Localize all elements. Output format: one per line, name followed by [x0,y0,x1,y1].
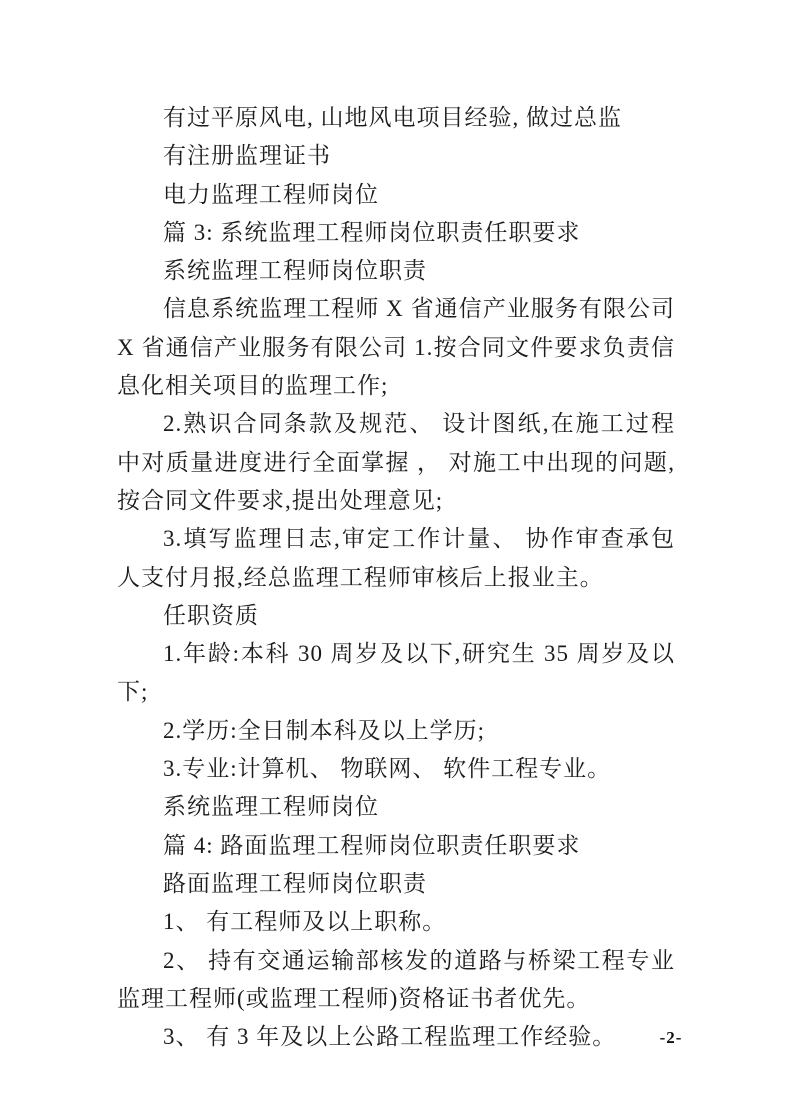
paragraph: 3、 有 3 年及以上公路工程监理工作经验。 [163,1024,617,1050]
paragraph: 2、 持有交通运输部核发的道路与桥梁工程专业监理工程师(或监理工程师)资格证书者优先。 [117,947,675,1011]
paragraph: 有注册监理证书 [163,143,331,169]
paragraph: 3.填写监理日志,审定工作计量、 协作审查承包人支付月报,经总监理工程师审核后上报业主。 [117,526,675,590]
paragraph: 电力监理工程师岗位 [163,181,379,207]
paragraph: 系统监理工程师岗位 [163,794,379,820]
paragraph: 篇 4: 路面监理工程师岗位职责任职要求 [163,832,581,858]
paragraph: 2.学历:全日制本科及以上学历; [163,717,486,743]
paragraph: 任职资质 [163,602,259,628]
paragraph: 路面监理工程师岗位职责 [163,870,427,896]
document-body [117,99,675,1056]
paragraph: 系统监理工程师岗位职责 [163,258,427,284]
page-number: -2- [659,1028,683,1047]
paragraph: 2.熟识合同条款及规范、 设计图纸,在施工过程中对质量进度进行全面掌握 ， 对施工中出现的问题,按合同文件要求,提出处理意见; [117,411,675,513]
paragraph: 1、 有工程师及以上职称。 [163,909,447,935]
paragraph: 篇 3: 系统监理工程师岗位职责任职要求 [163,219,581,245]
paragraph: 3.专业:计算机、 物联网、 软件工程专业。 [163,756,612,782]
paragraph: 有过平原风电, 山地风电项目经验, 做过总监 [163,105,622,130]
paragraph: 1.年龄:本科 30 周岁及以下,研究生 35 周岁及以下; [117,641,675,705]
paragraph: 信息系统监理工程师 X 省通信产业服务有限公司 X 省通信产业服务有限公司 1.按合同文件要求负责信息化相关项目的监理工作; [117,296,675,399]
